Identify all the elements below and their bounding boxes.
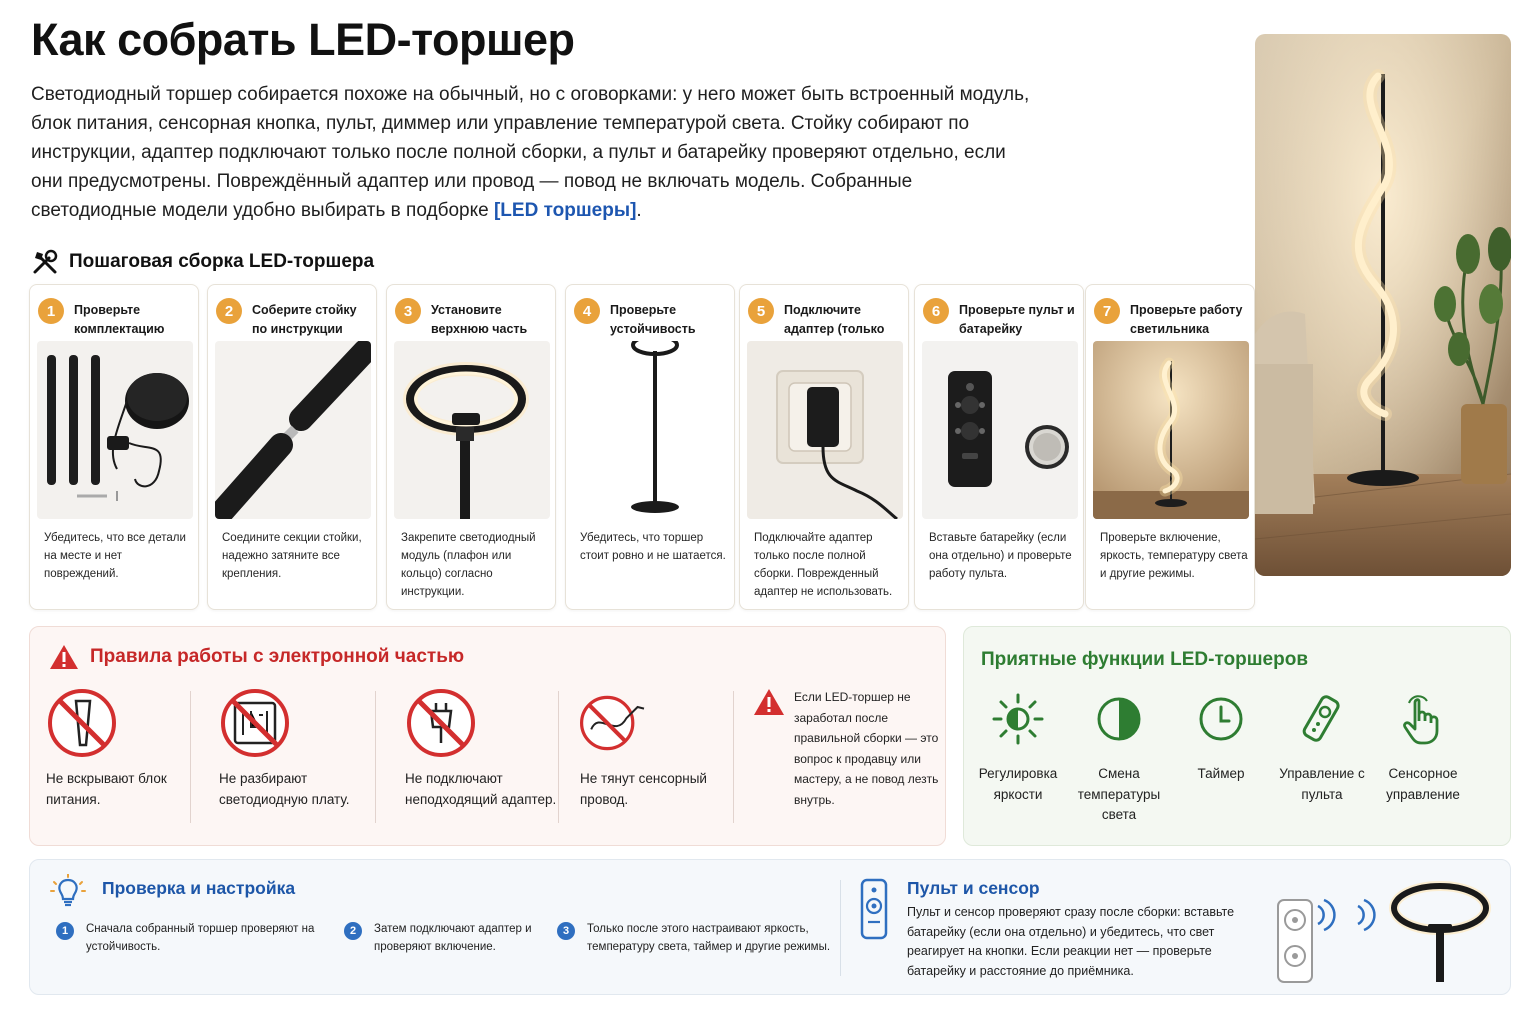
check-step-number: 3 [557,922,575,940]
step-text: Убедитесь, что все детали на месте и нет повреждений. [44,532,186,580]
feature-text: Сенсорное управление [1386,766,1460,802]
step-card-5 [739,284,909,610]
working-lamp-image [1093,341,1249,519]
panel-divider [840,880,841,976]
remote-text: Пульт и сенсор проверяют сразу после сборки: вставьте батарейку (если она отдельно) и убедитесь, что свет реагирует на кнопки. Если реакции нет — проверьте батарейку и расстояние до приёмника. [907,905,1235,978]
remote-control-icon [1294,691,1350,747]
step-text: Закрепите светодиодный модуль (плафон или кольцо) согласно инструкции. [401,532,536,598]
rule-text: Не вскрывают блок питания. [46,771,167,807]
remote-battery-image [922,341,1078,519]
check-heading: Проверка и настройка [102,878,296,898]
rule-text: Не подключают неподходящий адаптер. [405,771,557,807]
step-title: Проверьте работу светильника [1130,303,1243,336]
feature-touch-control [1375,691,1471,805]
step-card-3 [386,284,556,610]
step-number: 4 [574,298,600,324]
step-title: Соберите стойку по инструкции [252,303,357,336]
remote-icon [858,878,890,940]
step-card-7 [1085,284,1255,610]
kit-parts-image [37,341,193,519]
rules-warning-text: Если LED-торшер не заработал после правильной сборки — это вопрос к продавцу или мастеру, а не повод лезть внутрь. [794,690,939,807]
check-step-text: Затем подключают адаптер и проверяют включение. [374,923,532,953]
stand-assembly-image [215,341,371,519]
rule-divider [733,691,734,823]
step-number: 7 [1094,298,1120,324]
rule-text: Не тянут сенсорный провод. [580,771,707,807]
step-card-2 [207,284,377,610]
step-title: Проверьте устойчивость [610,303,696,336]
color-temperature-icon [1091,691,1147,747]
feature-remote-control [1274,691,1370,805]
step-number: 2 [216,298,242,324]
timer-icon [1193,691,1249,747]
step-text: Убедитесь, что торшер стоит ровно и не шатается. [580,532,726,562]
step-card-4 [565,284,735,610]
stable-lamp-image [573,341,729,519]
remote-heading: Пульт и сенсор [907,878,1040,898]
adapter-plug-image [747,341,903,519]
no-circuit-board-icon [219,687,291,759]
check-and-remote-panel [29,859,1511,995]
intro-end: . [636,200,642,221]
check-step-text: Сначала собранный торшер проверяют на устойчивость. [86,923,315,953]
no-wrong-adapter-icon [405,687,477,759]
rules-heading [48,643,464,671]
features-heading: Приятные функции LED-торшеров [981,649,1309,670]
feature-text: Смена температуры света [1077,766,1161,822]
step-text: Вставьте батарейку (если она отдельно) и проверьте работу пульта. [929,532,1072,580]
rule-divider [558,691,559,823]
feature-brightness [970,691,1066,805]
rules-heading-text: Правила работы с электронной частью [90,646,465,667]
steps-heading [31,248,374,276]
ring-module-image [394,341,550,519]
step-text: Проверьте включение, яркость, температуру света и другие режимы. [1100,532,1248,580]
check-step-number: 2 [344,922,362,940]
steps-row [29,284,1248,611]
rule-divider [190,691,191,823]
step-number: 3 [395,298,421,324]
step-card-6 [914,284,1084,610]
feature-color-temperature [1071,691,1167,826]
feature-timer [1173,691,1269,785]
step-number: 1 [38,298,64,324]
step-number: 6 [923,298,949,324]
step-title: Проверьте комплектацию [74,303,165,336]
hero-lamp-photo [1255,34,1511,576]
step-text: Подключайте адаптер только после полной сборки. Поврежденный адаптер не использовать. [754,532,893,598]
rule-text: Не разбирают светодиодную плату. [219,771,350,807]
lightbulb-icon [50,874,86,910]
intro-paragraph [31,80,1031,225]
warning-icon [48,643,80,671]
no-pull-wire-icon [580,687,652,759]
step-title: Подключите адаптер (только [784,303,885,336]
brightness-icon [990,691,1046,747]
remote-and-ring-lamp-illustration [1270,872,1500,984]
touch-icon [1395,691,1451,747]
step-card-1 [29,284,199,610]
tools-icon [31,248,59,276]
check-step-number: 1 [56,922,74,940]
step-number: 5 [748,298,774,324]
page-title: Как собрать LED-торшер [31,14,575,65]
feature-text: Управление с пульта [1279,766,1365,802]
no-power-supply-icon [46,687,118,759]
led-floor-lamps-link[interactable]: [LED торшеры] [493,200,637,221]
steps-heading-text: Пошаговая сборка LED-торшера [69,251,375,272]
rules-panel [29,626,946,846]
features-panel [963,626,1511,846]
check-step-text: Только после этого настраивают яркость, температуру света, таймер и другие режимы. [587,923,831,953]
step-title: Установите верхнюю часть [431,303,528,336]
step-text: Соедините секции стойки, надежно затяните все крепления. [222,532,362,580]
feature-text: Регулировка яркости [978,766,1058,802]
rule-divider [375,691,376,823]
intro-text: Светодиодный торшер собирается похоже на обычный, но с оговорками: у него может быть встроенный модуль, блок питания, сенсорная кнопка, пульт, диммер или управление температурой света. Стойку собирают по инструкции, адаптер подключают только после полной сборки, а пульт и батарейку проверяют отдельно, если они предусмотрены. Повреждённый адаптер или провод — повод не включать модель. Собранные светодиодные модели удобно выбирать в подборке [31,84,1030,221]
step-title: Проверьте пульт и батарейку [959,303,1075,336]
feature-text: Таймер [1197,766,1245,781]
alert-icon [752,687,786,717]
